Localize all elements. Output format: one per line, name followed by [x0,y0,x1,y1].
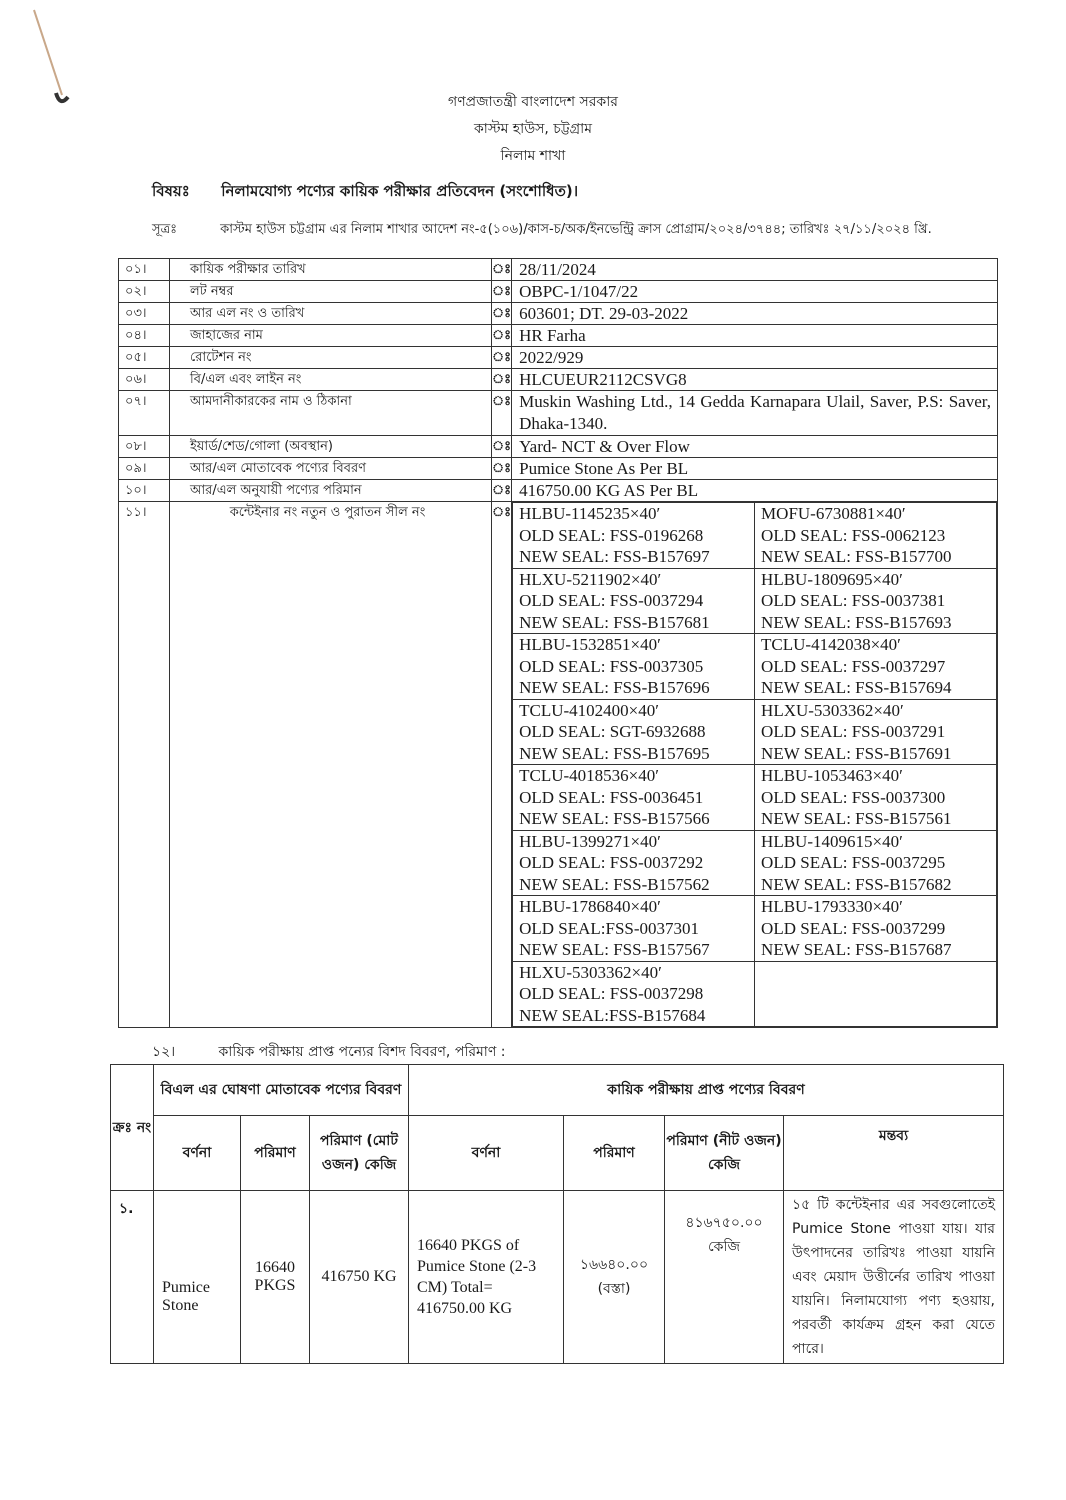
row-colon: ঃ [492,325,512,347]
info-row-bl [119,369,998,391]
row-number: ০৩। [119,303,170,325]
new-seal: NEW SEAL: FSS-B157561 [761,809,952,828]
old-seal: OLD SEAL: FSS-0037305 [519,656,704,676]
new-seal: NEW SEAL: FSS-B157681 [519,612,710,632]
container-number: HLBU-1399271×40′ [519,831,661,851]
row-number: ০৬। [119,369,170,391]
container-entry [513,568,755,634]
old-seal: OLD SEAL: FSS-0037298 [519,984,704,1003]
container-entry [755,503,997,569]
row-colon: ঃ [492,391,512,436]
row-value: HR Farha [512,325,998,347]
info-row-date [119,259,998,281]
row-label: আর এল নং ও তারিখ [170,303,492,325]
container-entry [513,765,755,831]
row-value: Muskin Washing Ltd., 14 Gedda Karnapara Ulail, Saver, P.S: Saver, Dhaka-1340. [512,391,998,436]
header-remarks: মন্তব্য [784,1116,1004,1191]
header-found-weight: পরিমাণ (নীট ওজন) কেজি [665,1116,784,1191]
new-seal: NEW SEAL:FSS-B157684 [519,1005,706,1025]
row-label: রোটেশন নং [170,347,492,369]
container-entry [513,961,755,1027]
old-seal: OLD SEAL:FSS-0037301 [519,918,700,938]
row-value: Pumice Stone As Per BL [512,458,998,480]
row-label: লট নম্বর [170,281,492,303]
container-number: HLBU-1532851×40′ [519,635,661,654]
container-entry [755,634,997,700]
inspection-info-table [118,258,998,1028]
row-number: ০৭। [119,391,170,436]
container-row [513,503,997,569]
container-entry [755,961,997,1027]
subject-label: বিষয়ঃ [152,182,190,200]
container-row [513,634,997,700]
row-value: Yard- NCT & Over Flow [512,436,998,458]
cell-found-qty: ১৬৬৪০.০০ (বস্তা) [564,1191,665,1364]
row-value: OBPC-1/1047/22 [512,281,998,303]
header-bl-desc: বর্ণনা [154,1116,241,1191]
info-row-importer [119,391,998,436]
new-seal: NEW SEAL: FSS-B157693 [761,612,952,632]
container-number: HLBU-1053463×40′ [761,766,903,785]
row-number: ০৪। [119,325,170,347]
row-value: 603601; DT. 29-03-2022 [512,303,998,325]
container-number: HLBU-1809695×40′ [761,569,903,589]
row-number: ০৫। [119,347,170,369]
row-colon: ঃ [492,281,512,303]
container-number: HLXU-5211902×40′ [519,569,662,589]
container-row [513,568,997,634]
row-number: ০৮। [119,436,170,458]
new-seal: NEW SEAL: FSS-B157697 [519,547,710,566]
new-seal: NEW SEAL: FSS-B157682 [761,874,952,894]
cell-serial: ১. [111,1191,154,1364]
header-bl-qty: পরিমাণ [241,1116,310,1191]
goods-detail-table [110,1064,1004,1364]
row-number: ১০। [119,480,170,502]
row-label: আমদানীকারকের নাম ও ঠিকানা [170,391,492,436]
section-title: কায়িক পরীক্ষায় প্রাপ্ত পন্যের বিশদ বিবরণ, পরিমাণ : [218,1044,506,1060]
row-label: কন্টেইনার নং নতুন ও পুরাতন সীল নং [170,502,492,1028]
old-seal: OLD SEAL: FSS-0037294 [519,591,704,610]
row-number: ০১। [119,259,170,281]
row-colon: ঃ [492,480,512,502]
container-entry [513,699,755,765]
new-seal: NEW SEAL: FSS-B157700 [761,547,952,566]
office-name: কাস্টম হাউস, চট্টগ্রাম [474,121,592,137]
old-seal: OLD SEAL: FSS-0037299 [761,918,946,938]
cell-found-desc: 16640 PKGS of Pumice Stone (2-3 CM) Total= 416750.00 KG [409,1191,564,1364]
container-entry [513,634,755,700]
row-label: কায়িক পরীক্ষার তারিখ [170,259,492,281]
container-entry [755,699,997,765]
info-row-rotation [119,347,998,369]
subject-line [152,180,578,205]
cell-bl-qty: 16640 PKGS [241,1191,310,1364]
new-seal: NEW SEAL: FSS-B157562 [519,874,710,894]
cell-bl-desc: Pumice Stone [154,1191,241,1364]
header-found-qty: পরিমাণ [564,1116,665,1191]
info-row-quantity [119,480,998,502]
container-row [513,765,997,831]
new-seal: NEW SEAL: FSS-B157695 [519,743,710,763]
info-row-vessel [119,325,998,347]
container-number: HLBU-1793330×40′ [761,897,903,916]
container-entry [513,830,755,896]
container-number: TCLU-4142038×40′ [761,635,901,654]
reference-label: সূত্রঃ [152,222,178,237]
old-seal: OLD SEAL: FSS-0062123 [761,525,946,545]
old-seal: OLD SEAL: FSS-0036451 [519,787,704,807]
header-found-group: কায়িক পরীক্ষায় প্রাপ্ত পণ্যের বিবরণ [409,1065,1004,1116]
container-number: HLXU-5303362×40′ [519,962,662,982]
container-seal-grid [512,502,997,1027]
row-number: ০৯। [119,458,170,480]
header-serial: ক্রঃ নং [111,1065,154,1191]
header-found-desc: বর্ণনা [409,1116,564,1191]
header-bl-group: বিএল এর ঘোষণা মোতাবেক পণ্যের বিবরণ [154,1065,409,1116]
container-row [513,896,997,962]
container-row [513,961,997,1027]
cell-found-weight: ৪১৬৭৫০.০০ কেজি [665,1191,784,1364]
old-seal: OLD SEAL: FSS-0037300 [761,787,946,807]
row-colon: ঃ [492,303,512,325]
section-number: ১২। [152,1044,176,1060]
container-entry [755,568,997,634]
govt-title: গণপ্রজাতন্ত্রী বাংলাদেশ সরকার [448,94,618,110]
new-seal: NEW SEAL: FSS-B157694 [761,678,952,697]
old-seal: OLD SEAL: FSS-0196268 [519,525,704,545]
container-row [513,830,997,896]
row-number: ০২। [119,281,170,303]
info-row-goods [119,458,998,480]
cell-remarks: ১৫ টি কন্টেইনার এর সবগুলোতেই Pumice Stone পাওয়া যায়। যার উৎপাদনের তারিখঃ পাওয়া যায়নি এবং মেয়াদ উত্তীর্নের তারিখ পাওয়া যায়নি। নিলামযোগ্য পণ্য হওয়ায়, পরবর্তী কার্যক্রম গ্রহন করা যেতে পারে। [784,1191,1004,1364]
row-label: বি/এল এবং লাইন নং [170,369,492,391]
old-seal: OLD SEAL: FSS-0037381 [761,591,946,610]
old-seal: OLD SEAL: FSS-0037295 [761,853,946,872]
row-value: 28/11/2024 [512,259,998,281]
row-value: 416750.00 KG AS Per BL [512,480,998,502]
row-colon: ঃ [492,347,512,369]
new-seal: NEW SEAL: FSS-B157691 [761,743,952,763]
container-row [513,699,997,765]
reference-line [152,220,932,241]
old-seal: OLD SEAL: SGT-6932688 [519,722,706,741]
container-entry [513,896,755,962]
section-12-heading [152,1040,506,1064]
container-grid-cell [512,502,998,1028]
subject-text: নিলামযোগ্য পণ্যের কায়িক পরীক্ষার প্রতিবেদন (সংশোধিত)। [221,182,579,200]
branch-name: নিলাম শাখা [500,148,566,164]
new-seal: NEW SEAL: FSS-B157567 [519,940,710,959]
row-colon: ঃ [492,259,512,281]
row-colon: ঃ [492,502,512,1028]
container-number: TCLU-4018536×40′ [519,766,659,785]
container-number: HLBU-1786840×40′ [519,897,661,916]
info-row-containers [119,502,998,1028]
container-entry [755,765,997,831]
container-number: HLBU-1145235×40′ [519,504,661,523]
row-value: 2022/929 [512,347,998,369]
info-row-yard [119,436,998,458]
container-entry [755,896,997,962]
header-bl-weight: পরিমাণ (মোট ওজন) কেজি [310,1116,409,1191]
row-number: ১১। [119,502,170,1028]
container-entry [513,503,755,569]
row-value: HLCUEUR2112CSVG8 [512,369,998,391]
container-entry [755,830,997,896]
container-number: MOFU-6730881×40′ [761,504,906,523]
old-seal: OLD SEAL: FSS-0037291 [761,722,946,741]
row-label: ইয়ার্ড/শেড/গোলা (অবস্থান) [170,436,492,458]
row-colon: ঃ [492,436,512,458]
row-colon: ঃ [492,458,512,480]
container-number: TCLU-4102400×40′ [519,700,659,720]
info-row-rl [119,303,998,325]
new-seal: NEW SEAL: FSS-B157687 [761,940,952,959]
old-seal: OLD SEAL: FSS-0037297 [761,656,946,676]
cell-bl-weight: 416750 KG [310,1191,409,1364]
row-label: আর/এল মোতাবেক পণ্যের বিবরণ [170,458,492,480]
row-label: আর/এল অনুযায়ী পণ্যের পরিমান [170,480,492,502]
table-row [111,1191,1004,1364]
new-seal: NEW SEAL: FSS-B157566 [519,809,710,828]
row-colon: ঃ [492,369,512,391]
info-row-lot [119,281,998,303]
reference-text: কাস্টম হাউস চট্টগ্রাম এর নিলাম শাখার আদেশ নং-৫(১০৬)/কাস-চ/অক/ইনভেন্ট্রি ক্রাস প্রোগ্রাম/২০২৪/৩৭৪৪; তারিখঃ ২৭/১১/২০২৪ খ্রি. [220,222,932,237]
row-label: জাহাজের নাম [170,325,492,347]
container-number: HLXU-5303362×40′ [761,700,904,720]
container-number: HLBU-1409615×40′ [761,831,903,851]
old-seal: OLD SEAL: FSS-0037292 [519,853,704,872]
new-seal: NEW SEAL: FSS-B157696 [519,678,710,697]
